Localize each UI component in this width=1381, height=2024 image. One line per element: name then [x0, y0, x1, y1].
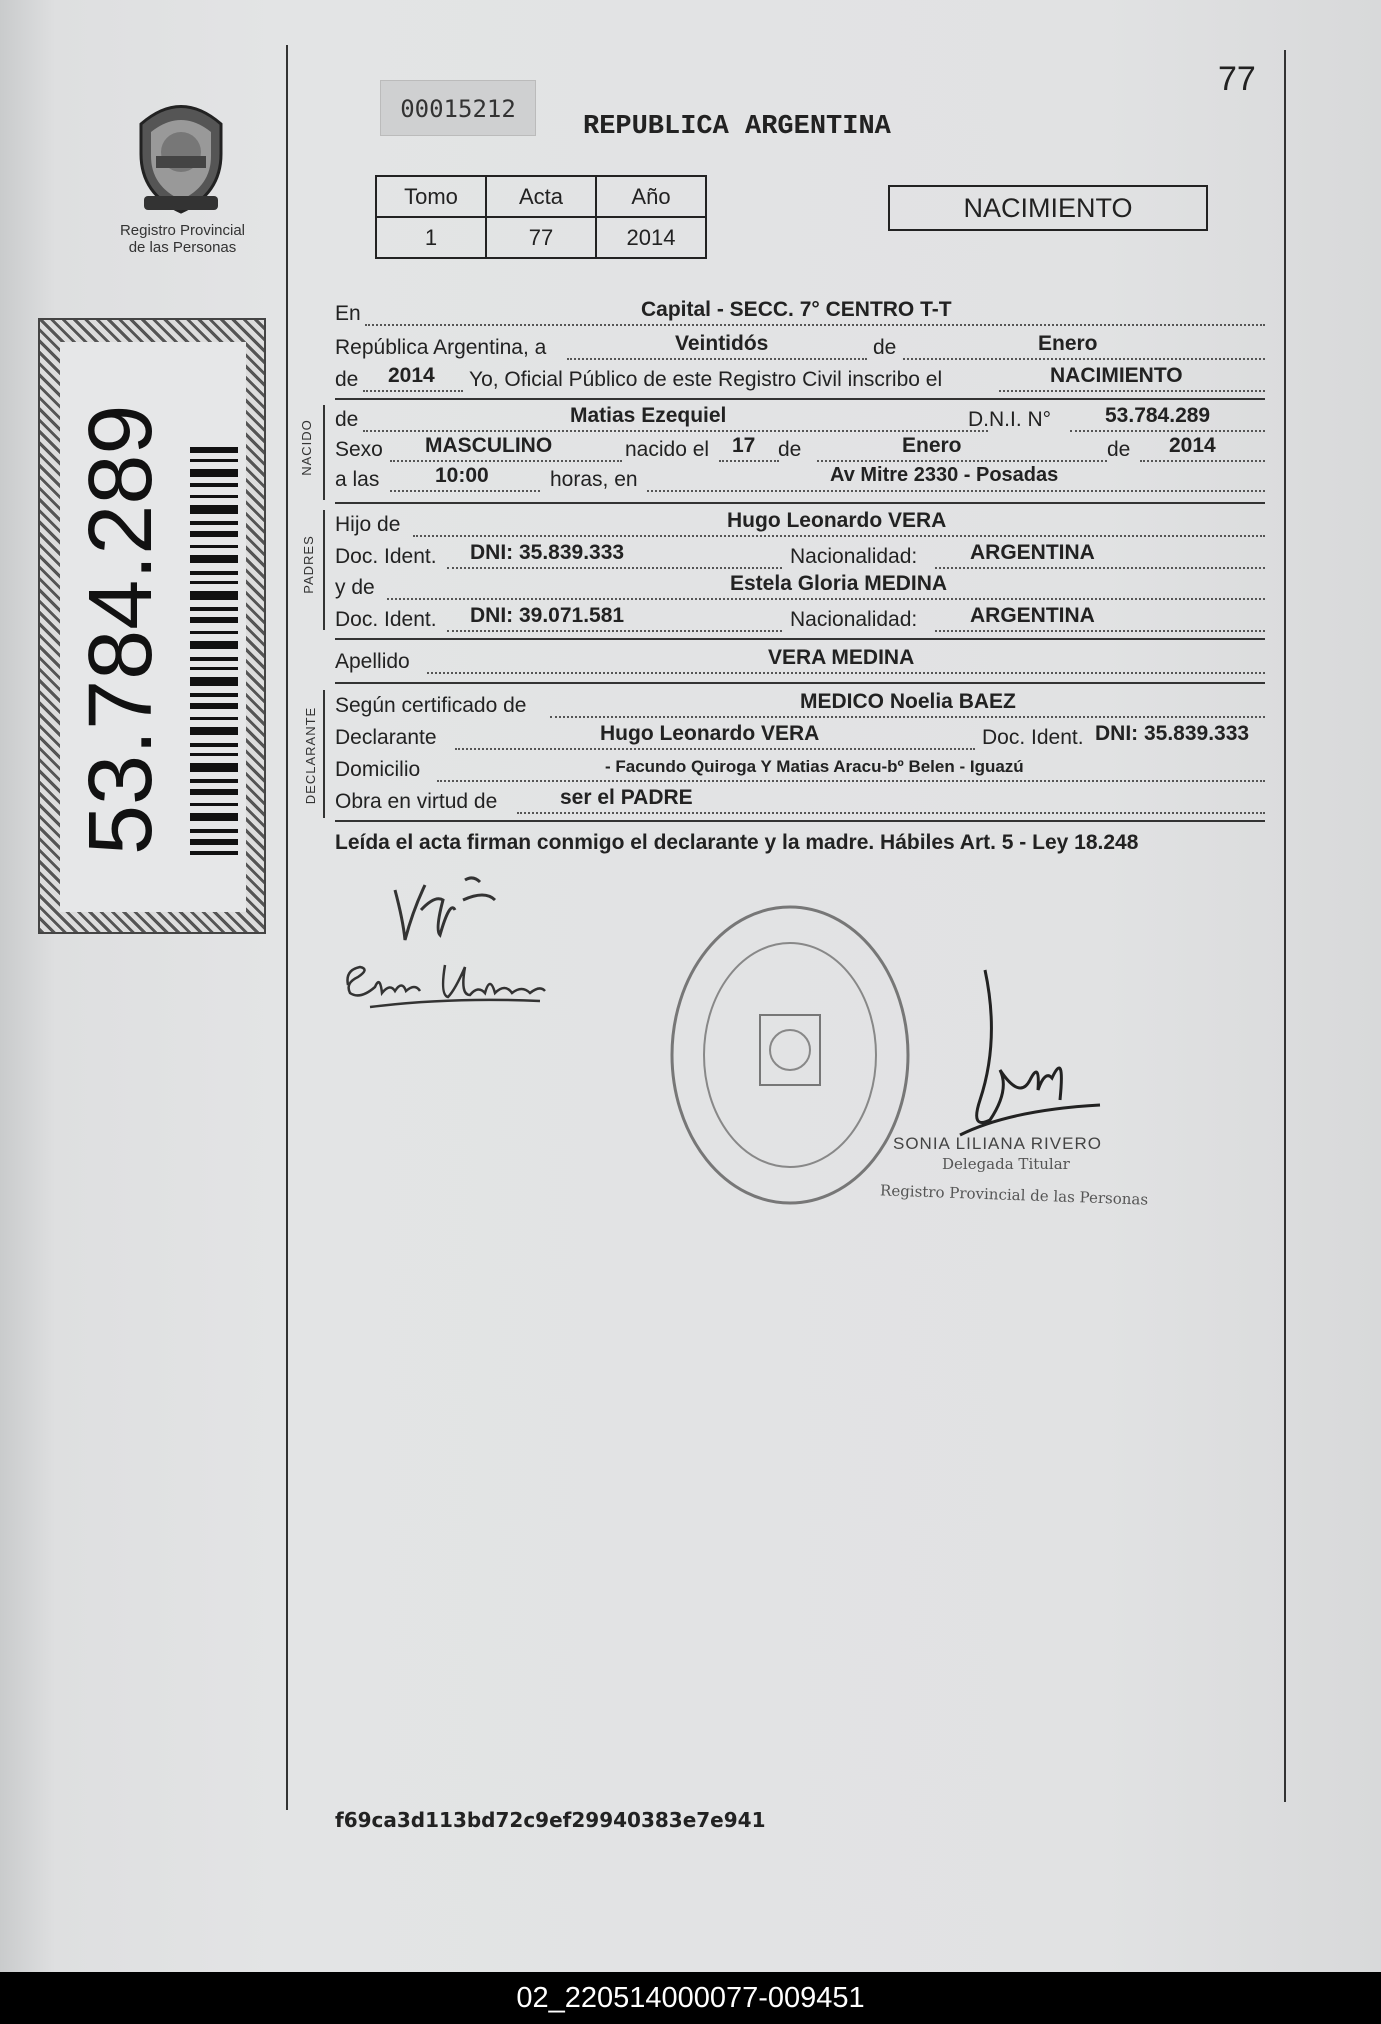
en-label: En: [335, 302, 361, 325]
row-child-time: [335, 464, 1265, 498]
certificate-issuer: MEDICO Noelia BAEZ: [800, 690, 1016, 713]
padres-section-label: PADRES: [300, 535, 316, 594]
doc-label: Doc. Ident.: [335, 608, 437, 631]
horas-label: horas, en: [550, 468, 638, 491]
row-surname: [335, 646, 1265, 680]
officer-signature: [940, 960, 1110, 1150]
row-place: [335, 298, 1265, 332]
birth-day: 17: [732, 434, 756, 457]
document-hash: f69ca3d113bd72c9ef29940383e7e941: [335, 1808, 766, 1832]
day-text: Veintidós: [675, 332, 769, 355]
section-divider: [335, 682, 1265, 684]
mother-name: Estela Gloria MEDINA: [730, 572, 948, 595]
row-date: [335, 332, 1265, 366]
footer-id-bar: [0, 1972, 1381, 2024]
surname-value: VERA MEDINA: [768, 646, 915, 669]
book-reference-table: [375, 175, 707, 259]
birth-month: Enero: [902, 434, 962, 457]
row-mother: [335, 572, 1265, 606]
birth-year: 2014: [1169, 434, 1216, 457]
section-divider: [335, 638, 1265, 640]
nacionalidad-label: Nacionalidad:: [790, 545, 918, 568]
de-label: de: [778, 438, 802, 461]
registry-label: [100, 222, 265, 256]
child-sex: MASCULINO: [425, 434, 553, 457]
certificado-label: Según certificado de: [335, 694, 527, 717]
book-value-row: [376, 217, 706, 258]
obra-label: Obra en virtud de: [335, 790, 498, 813]
declarant-signature: [385, 870, 535, 950]
child-dni: 53.784.289: [1105, 404, 1211, 427]
officer-name: SONIA LILIANA RIVERO: [893, 1134, 1102, 1153]
tomo-header: Tomo: [376, 176, 486, 217]
nacido-section-label: NACIDO: [298, 419, 314, 476]
row-year: [335, 364, 1265, 398]
hijo-label: Hijo de: [335, 513, 401, 536]
tomo-value: 1: [376, 217, 486, 258]
anio-header: Año: [596, 176, 706, 217]
registry-label-line-1: Registro Provincial: [119, 222, 246, 239]
birth-time: 10:00: [435, 464, 489, 487]
father-name: Hugo Leonardo VERA: [727, 509, 947, 532]
father-doc: DNI: 35.839.333: [470, 541, 625, 564]
mother-doc: DNI: 39.071.581: [470, 604, 625, 627]
registry-label-line-2: de las Personas: [128, 239, 237, 256]
sexo-label: Sexo: [335, 438, 383, 461]
registry-place: Capital - SECC. 7° CENTRO T-T: [641, 298, 952, 321]
acta-header: Acta: [486, 176, 596, 217]
mother-signature: [340, 955, 570, 1015]
book-header-row: [376, 176, 706, 217]
anio-value: 2014: [596, 217, 706, 258]
row-certificate: [335, 690, 1265, 724]
nacido-bracket: [323, 405, 325, 500]
section-divider: [335, 398, 1265, 400]
officer-organization: Registro Provincial de las Personas: [879, 1181, 1149, 1209]
padres-bracket: [323, 510, 325, 630]
birth-place: Av Mitre 2330 - Posadas: [830, 464, 1059, 486]
father-nationality: ARGENTINA: [970, 541, 1095, 564]
declarant-address: - Facundo Quiroga Y Matias Aracu-bº Belen - Iguazú: [605, 757, 1024, 776]
doc-label: Doc. Ident.: [982, 726, 1084, 749]
dotted-line: [817, 438, 1107, 462]
row-role: [335, 786, 1265, 820]
mother-nationality: ARGENTINA: [970, 604, 1095, 627]
de-label: de: [335, 368, 359, 391]
declarante-label: Declarante: [335, 726, 437, 749]
declarant-name: Hugo Leonardo VERA: [600, 722, 820, 745]
document-number: 00015212: [380, 80, 536, 136]
nacido-label: nacido el: [625, 438, 710, 461]
alas-label: a las: [335, 468, 380, 491]
document-title: REPUBLICA ARGENTINA: [583, 112, 891, 142]
barcode-icon: [190, 447, 238, 857]
acta-value: 77: [486, 217, 596, 258]
section-divider: [335, 502, 1265, 504]
de-label: de: [335, 408, 359, 431]
row-mother-doc: [335, 604, 1265, 638]
row-father-doc: [335, 541, 1265, 575]
declarante-section-label: DECLARANTE: [303, 706, 319, 805]
doc-label: Doc. Ident.: [335, 545, 437, 568]
officer-title: Delegada Titular: [942, 1155, 1070, 1173]
misiones-seal-logo: [126, 94, 236, 218]
right-margin-line: [1284, 50, 1286, 1802]
dni-label: D.N.I. N°: [968, 408, 1052, 431]
republica-label: República Argentina, a: [335, 336, 547, 359]
yde-label: y de: [335, 576, 375, 599]
record-type-box: NACIMIENTO: [888, 185, 1208, 231]
side-id-number: 53.784.289: [71, 404, 171, 855]
closing-statement: Leída el acta firman conmigo el declarante y la madre. Hábiles Art. 5 - Ley 18.248: [335, 831, 1139, 854]
apellido-label: Apellido: [335, 650, 410, 673]
declarant-doc: DNI: 35.839.333: [1095, 722, 1250, 745]
section-divider: [335, 820, 1265, 822]
month-text: Enero: [1038, 332, 1098, 355]
row-father: [335, 509, 1265, 543]
nacionalidad-label: Nacionalidad:: [790, 608, 918, 631]
domicilio-label: Domicilio: [335, 758, 421, 781]
page-number: 77: [1218, 60, 1256, 98]
record-text: NACIMIENTO: [1050, 364, 1183, 387]
declarante-bracket: [323, 690, 325, 818]
left-margin-line: [286, 45, 288, 1810]
yo-text: Yo, Oficial Público de este Registro Civil inscribo el: [469, 368, 943, 391]
de-label: de: [873, 336, 897, 359]
declarant-role: ser el PADRE: [560, 786, 693, 809]
footer-id: 02_220514000077-009451: [516, 1982, 865, 2014]
year-text: 2014: [388, 364, 435, 387]
child-name: Matias Ezequiel: [570, 404, 727, 427]
de-label: de: [1107, 438, 1131, 461]
